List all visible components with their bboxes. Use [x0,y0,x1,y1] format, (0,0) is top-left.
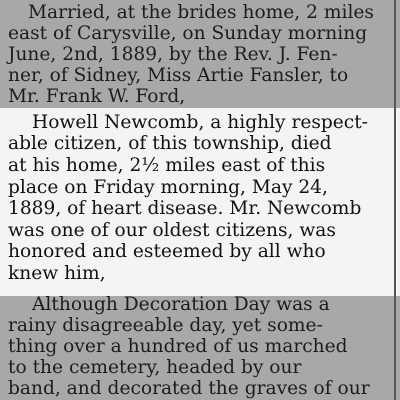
text-line: place on Friday morning, May 24, [8,177,328,198]
text-line: thing over a hundred of us marched [8,336,348,357]
text-line: honored and esteemed by all who [8,241,326,262]
text-line: Although Decoration Day was a [32,294,330,315]
text-line: ner, of Sidney, Miss Artie Fansler, to [8,65,349,86]
text-line: was one of our oldest citizens, was [8,220,336,241]
text-line: rainy disagreeable day, yet some- [8,315,323,336]
text-line: east of Carysville, on Sunday morning [8,23,368,44]
text-line: 1889, of heart disease. Mr. Newcomb [8,198,362,219]
text-line: able citizen, of this township, died [8,133,332,154]
text-line: knew him, [8,263,106,284]
text-line: Howell Newcomb, a highly respect- [32,112,368,133]
text-line: to the cemetery, headed by our [8,357,302,378]
text-line: Mr. Frank W. Ford, [8,86,186,107]
text-line: Married, at the brides home, 2 miles [28,2,374,23]
text-line: band, and decorated the graves of our [8,378,370,399]
text-line: at his home, 2½ miles east of this [8,155,326,176]
text-line: June, 2nd, 1889, by the Rev. J. Fen- [8,44,338,65]
